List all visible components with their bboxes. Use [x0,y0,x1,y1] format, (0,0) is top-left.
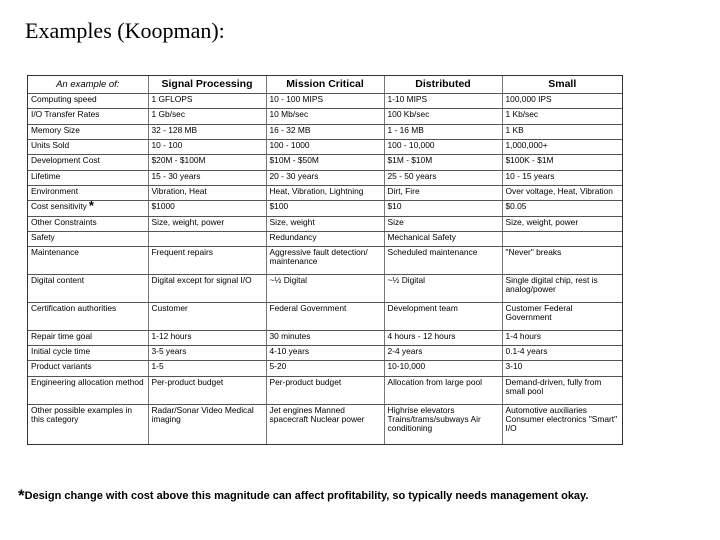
table-cell: $10 [384,201,502,216]
table-cell: Customer [148,302,266,330]
table-cell: Radar/Sonar Video Medical imaging [148,404,266,444]
row-label-text: Repair time goal [31,330,92,341]
comparison-table [28,76,622,444]
page-title: Examples (Koopman): [25,18,225,43]
table-cell: $10M - $50M [266,155,384,170]
table-cell: Dirt, Fire [384,185,502,200]
table-cell: 100 - 1000 [266,139,384,154]
table-cell: 5-20 [266,361,384,376]
row-label [28,376,148,404]
table-cell: Vibration, Heat [148,185,266,200]
table-cell: Size, weight, power [148,216,266,231]
table-cell: Size [384,216,502,231]
table-cell: 1 Kb/sec [502,109,622,124]
table-cell: 1 KB [502,124,622,139]
row-label-text: Engineering allocation method [31,376,144,387]
table-cell: 16 - 32 MB [266,124,384,139]
table-cell: 1 - 16 MB [384,124,502,139]
row-label [28,124,148,139]
row-label-text: Memory Size [31,124,80,135]
table-cell: Aggressive fault detection/ maintenance [266,247,384,275]
table-cell: 3-10 [502,361,622,376]
row-label-text: Safety [31,231,55,242]
row-label [28,201,148,216]
table-row [28,201,622,216]
row-label-text: Certification authorities [31,302,117,313]
table-cell: $0.05 [502,201,622,216]
table-cell: 20 - 30 years [266,170,384,185]
comparison-table-container [27,75,623,445]
table-cell: 10 Mb/sec [266,109,384,124]
row-label [28,346,148,361]
corner-label: An example of: [28,76,148,94]
row-label [28,170,148,185]
table-cell: 1-5 [148,361,266,376]
column-header: Distributed [384,76,502,94]
row-label-text: Units Sold [31,139,70,150]
table-cell: 1,000,000+ [502,139,622,154]
table-cell: Heat, Vibration, Lightning [266,185,384,200]
table-cell: Over voltage, Heat, Vibration [502,185,622,200]
row-label [28,404,148,444]
row-label [28,231,148,246]
table-cell: Size, weight, power [502,216,622,231]
row-label-text: Other Constraints [31,216,97,227]
table-row [28,170,622,185]
row-label-text: Digital content [31,275,85,286]
table-cell: 25 - 50 years [384,170,502,185]
row-label-text: Development Cost [31,155,100,166]
table-row [28,275,622,303]
table-cell: $1M - $10M [384,155,502,170]
table-cell: $1000 [148,201,266,216]
table-cell: Per-product budget [266,376,384,404]
table-cell: 100 Kb/sec [384,109,502,124]
table-cell: 1-12 hours [148,330,266,345]
table-cell: Frequent repairs [148,247,266,275]
table-cell: 100,000 IPS [502,94,622,109]
table-row [28,185,622,200]
table-cell: 10 - 15 years [502,170,622,185]
table-cell: 100 - 10,000 [384,139,502,154]
table-cell: 32 - 128 MB [148,124,266,139]
column-header: Small [502,76,622,94]
table-cell: Customer Federal Government [502,302,622,330]
footnote [18,486,589,510]
table-cell: Allocation from large pool [384,376,502,404]
row-label-text: Maintenance [31,247,79,258]
table-row [28,94,622,109]
row-label [28,330,148,345]
table-row [28,109,622,124]
table-cell: Demand-driven, fully from small pool [502,376,622,404]
table-cell: Highrise elevators Trains/trams/subways Air conditioning [384,404,502,444]
table-row [28,361,622,376]
row-label-text: I/O Transfer Rates [31,109,100,120]
table-cell: 4 hours - 12 hours [384,330,502,345]
table-row [28,302,622,330]
row-label [28,216,148,231]
row-label [28,139,148,154]
table-row [28,247,622,275]
table-cell: 1-10 MIPS [384,94,502,109]
table-cell: 10 - 100 MIPS [266,94,384,109]
table-cell: Size, weight [266,216,384,231]
table-cell: ~½ Digital [266,275,384,303]
table-cell: 1-4 hours [502,330,622,345]
row-label [28,361,148,376]
row-label [28,302,148,330]
footnote-text: Design change with cost above this magnitude can affect profitability, so typically needs management okay. [24,490,589,502]
row-label [28,247,148,275]
table-cell: 30 minutes [266,330,384,345]
table-cell: 2-4 years [384,346,502,361]
table-cell: Per-product budget [148,376,266,404]
row-label [28,275,148,303]
row-label-text: Other possible examples in this category [31,404,133,424]
table-cell: 10-10,000 [384,361,502,376]
column-header: Signal Processing [148,76,266,94]
table-cell [148,231,266,246]
table-cell: $100 [266,201,384,216]
column-header: Mission Critical [266,76,384,94]
row-label-text: Environment [31,185,79,196]
table-cell: ~½ Digital [384,275,502,303]
table-row [28,139,622,154]
table-cell: Digital except for signal I/O [148,275,266,303]
table-row [28,330,622,345]
table-cell [502,231,622,246]
table-cell: 1 GFLOPS [148,94,266,109]
footnote-star: * [18,486,25,505]
table-row [28,404,622,444]
table-cell: 4-10 years [266,346,384,361]
table-cell: Automotive auxiliaries Consumer electronics "Smart" I/O [505,404,618,434]
table-row [28,155,622,170]
table-cell: Scheduled maintenance [384,247,502,275]
table-row [28,346,622,361]
table-row [28,124,622,139]
row-label-text: Computing speed [31,94,97,104]
table-header-row [28,76,622,94]
table-cell: Single digital chip, rest is analog/power [502,275,622,303]
table-cell: 3-5 years [148,346,266,361]
table-cell: Mechanical Safety [384,231,502,246]
table-cell: $20M - $100M [148,155,266,170]
table-cell: "Never" breaks [502,247,622,275]
table-cell: 10 - 100 [148,139,266,154]
row-label [28,109,148,124]
row-label-text: Lifetime [31,170,61,181]
table-row [28,231,622,246]
row-label [28,155,148,170]
table-row [28,216,622,231]
table-row [28,376,622,404]
row-label-text: Product variants [31,361,92,372]
row-label [28,185,148,200]
table-cell: Development team [384,302,502,330]
table-cell: 1 Gb/sec [148,109,266,124]
row-label-text: Cost sensitivity [31,201,87,212]
table-cell: 0.1-4 years [502,346,622,361]
table-cell: Federal Government [266,302,384,330]
table-cell: $100K - $1M [502,155,622,170]
table-cell: Redundancy [266,231,384,246]
row-footnote-star: * [88,200,94,214]
row-label [28,94,148,109]
row-label-text: Initial cycle time [31,346,91,357]
table-cell: 15 - 30 years [148,170,266,185]
table-cell: Jet engines Manned spacecraft Nuclear power [266,404,384,444]
